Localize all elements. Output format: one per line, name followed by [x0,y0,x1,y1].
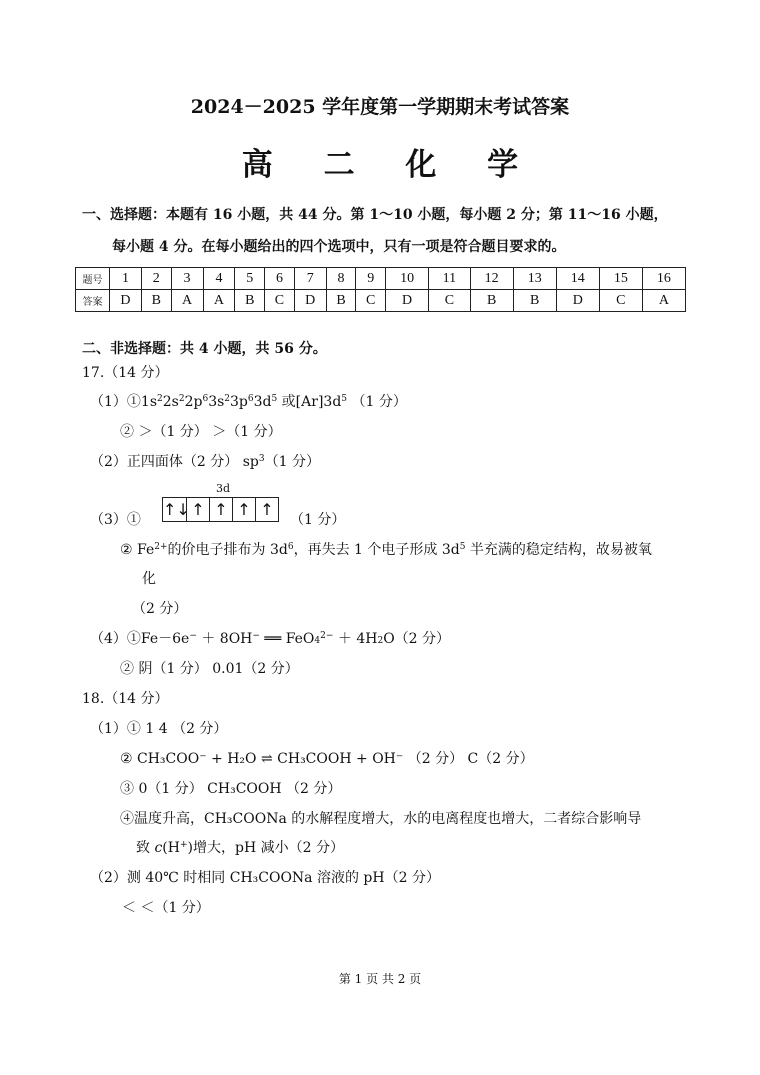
table-cell: C [599,290,642,312]
q17-heading: 17.（14 分） [82,365,169,381]
table-cell: 14 [556,268,599,290]
q17-part3-score2: （2 分） [132,601,188,617]
table-row-answers [76,290,686,312]
electron-configuration: $1s^22s^22p^63s^23p^63d^5$ 或$[Ar]3d^5$ [140,394,348,410]
table-cell: D [110,290,142,312]
document-title: 2024－2025 学年度第一学期期末考试答案 [190,96,570,118]
table-cell: 3 [171,268,203,290]
table-cell: 12 [470,268,513,290]
q18-part1-line3: ③ 0（1 分） CH₃COOH （2 分） [120,781,342,797]
q17-part1-line2: ② ＞（1 分） ＞（1 分） [120,424,282,440]
q17-part1-label: （1）① [90,394,141,410]
table-cell: 11 [429,268,471,290]
q18-part1-line4: ④温度升高，CH₃COONa 的水解程度增大，水的电离程度也增大，二者综合影响导 [120,811,642,827]
table-cell: 2 [141,268,171,290]
section1-line2: 每小题 4 分。在每小题给出的四个选项中，只有一项是符合题目要求的。 [112,239,566,255]
table-cell: C [429,290,471,312]
q17-part1-line1 [90,393,407,411]
q17-part3-wrap: 化 [142,571,156,587]
table-cell: B [141,290,171,312]
table-cell: B [513,290,556,312]
orbital-box: ↑ [186,498,209,521]
q17-part3-score: （1 分） [290,512,346,528]
orbital-box: ↑ [255,498,278,521]
q17-part4-line2: ② 阴（1 分） 0.01（2 分） [120,661,299,677]
section2-heading: 二、非选择题：共 4 小题，共 56 分。 [82,341,327,357]
orbital-label: 3d [216,482,231,495]
table-cell: 8 [326,268,356,290]
table-cell: B [235,290,265,312]
q18-part1-line5: 致 c(H+)增大，pH 减小（2 分） [136,840,344,856]
table-cell: B [326,290,356,312]
orbital-box: ↑ [232,498,255,521]
q17-part4-line1: （4）①Fe－6e− ＋ 8OH− ══ $FeO_4^{2-} + 4H_2O(2$ 分） [90,631,451,647]
table-cell: A [171,290,203,312]
answer-table [75,267,686,312]
q18-part1-line2: ② CH₃COO⁻ + H₂O ⇌ CH₃COOH + OH⁻ （2 分） C（2 分） [120,751,534,767]
orbital-box: ↑ [209,498,232,521]
q18-part1-line1: （1）① 1 4 （2 分） [90,721,228,737]
table-header-number: 题号 [76,268,110,290]
table-cell: 1 [110,268,142,290]
q17-part3-line2: ② $Fe^{2+}$的价电子排布为 $3d^6$，再失去 1 个电子形成 $3d^5$ 半充满的稳定结构，故易被氧 [120,542,652,558]
table-cell: 13 [513,268,556,290]
table-cell: 15 [599,268,642,290]
table-cell: B [470,290,513,312]
orbital-box: ↑↓ [163,500,190,519]
q18-part2-line1: （2）测 40℃ 时相同 CH₃COONa 溶液的 pH（2 分） [90,870,440,886]
table-header-answer: 答案 [76,290,110,312]
table-cell: D [294,290,326,312]
q17-part1-score: （1 分） [351,394,407,410]
table-cell: 10 [386,268,429,290]
table-cell: 4 [203,268,235,290]
table-cell: C [265,290,295,312]
table-cell: 9 [356,268,386,290]
subject-title: 高 二 化 学 [241,147,539,183]
orbital-diagram [162,497,279,522]
table-cell: 16 [642,268,685,290]
q17-part3-label: （3）① [90,512,141,528]
table-cell: 6 [265,268,295,290]
table-cell: 7 [294,268,326,290]
table-row-numbers [76,268,686,290]
table-cell: 5 [235,268,265,290]
section1-line1: 一、选择题：本题有 16 小题，共 44 分。第 1～10 小题，每小题 2 分；第 11～16 小题， [82,207,668,223]
q18-part2-line2: ＜ ＜（1 分） [122,900,210,916]
table-cell: D [556,290,599,312]
table-cell: A [642,290,685,312]
page-footer: 第 1 页 共 2 页 [338,972,422,986]
table-cell: A [203,290,235,312]
table-cell: C [356,290,386,312]
q17-part2: （2）正四面体（2 分） $sp^3(1$ 分） [90,454,320,470]
q18-heading: 18.（14 分） [82,691,169,707]
table-cell: D [386,290,429,312]
